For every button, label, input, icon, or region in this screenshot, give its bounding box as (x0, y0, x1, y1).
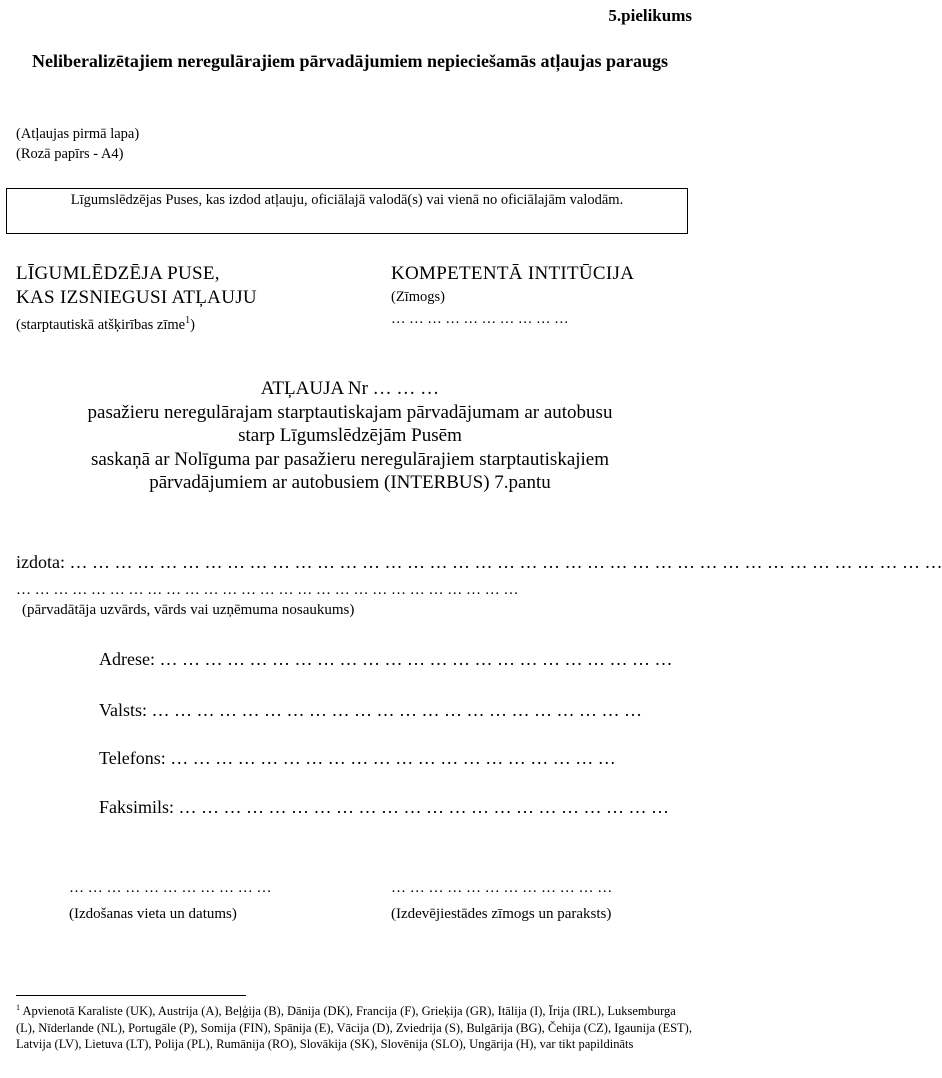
issuer-stamp-caption: (Izdevējiestādes zīmogs un paraksts) (391, 906, 612, 922)
issuer-stamp-dots: … … … … … … … … … … … … (391, 880, 613, 896)
footnote-divider (16, 995, 246, 996)
page-note (16, 124, 139, 164)
issuer-stamp-block (391, 875, 612, 927)
permit-heading (0, 377, 700, 495)
permit-line-3: saskaņā ar Nolīguma par pasažieru neregulārajiem starptautiskajiem (90, 448, 610, 470)
authority-title: KOMPETENTĀ INTITŪCIJA (391, 263, 635, 284)
address-field: Adrese: … … … … … … … … … … … … … … … … … … … … … … … (99, 649, 673, 669)
authority-stamp-label: (Zīmogs) (391, 289, 445, 305)
footnote-mark: 1 (16, 1003, 20, 1012)
contracting-party-note-end: ) (190, 316, 195, 333)
contracting-party-line-2: KAS IZSNIEGUSI ATĻAUJU (16, 287, 257, 308)
country-field: Valsts: … … … … … … … … … … … … … … … … … … … … … … (99, 700, 643, 720)
issue-place-dots: … … … … … … … … … … … (69, 880, 272, 896)
footnote-ref: 1 (185, 315, 191, 326)
contracting-party-line-1: LĪGUMLĒDZĒJA PUSE, (16, 263, 220, 284)
permit-line-4: pārvadājumiem ar autobusiem (INTERBUS) 7.pantu (149, 472, 551, 493)
issued-to-dots-line-2: … … … … … … … … … … … … … … … … … … … … … … … … … … … (16, 582, 519, 598)
annex-label: 5.pielikums (608, 6, 692, 25)
contracting-party-note-text: (starptautiskā atšķirības zīme (16, 316, 186, 333)
phone-field: Telefons: … … … … … … … … … … … … … … … … … … … … (99, 748, 616, 768)
footnote (16, 1000, 692, 1053)
authority-dots: … … … … … … … … … … (391, 311, 569, 327)
issue-place-caption: (Izdošanas vieta un datums) (69, 906, 237, 922)
issue-place-date-block (69, 875, 272, 927)
page-note-line-1: (Atļaujas pirmā lapa) (16, 126, 140, 142)
contracting-party-note (16, 310, 257, 336)
permit-number: ATĻAUJA Nr … … … (260, 378, 440, 399)
document-title: Neliberalizētajiem neregulārajiem pārvadājumiem nepieciešamās atļaujas paraugs (31, 51, 669, 71)
issued-to-dots: … … … … … … … … … … … … … … … … … … … … … … … … … … … … … … … … … … … … … … … (64, 552, 942, 572)
permit-line-2: starp Līgumslēdzējām Pusēm (238, 425, 462, 446)
issued-to-label: izdota: (16, 552, 65, 572)
issued-to-line (16, 552, 942, 573)
footnote-text: Apvienotā Karaliste (UK), Austrija (A), Beļģija (B), Dānija (DK), Francija (F), Grieķija (GR), Itālija (I), Īrija (IRL), Luksemburga (L), Nīderlande (NL), Portugāle (P), Somija (FIN), Spānija (E), Vācija (D), Zviedrija (S), Bulgārija (BG), Čehija (CZ), Igaunija (EST), Latvija (LV), Lietuva (LT), Polija (PL), Rumānija (RO), Slovākija (SK), Slovēnija (SLO), Ungārija (H), var tikt papildināts (16, 1004, 692, 1052)
page-note-line-2: (Rozā papīrs - A4) (16, 146, 124, 162)
authority-block (391, 262, 634, 330)
issued-to-caption: (pārvadātāja uzvārds, vārds vai uzņēmuma nosaukums) (22, 602, 355, 618)
language-box: Līgumslēdzējas Puses, kas izdod atļauju, oficiālajā valodā(s) vai vienā no oficiālajām valodām. (6, 188, 688, 234)
fax-field: Faksimils: … … … … … … … … … … … … … … … … … … … … … … (99, 797, 670, 817)
permit-line-1: pasažieru neregulārajam starptautiskajam pārvadājumam ar autobusu (87, 401, 613, 423)
contracting-party-block (16, 262, 257, 336)
